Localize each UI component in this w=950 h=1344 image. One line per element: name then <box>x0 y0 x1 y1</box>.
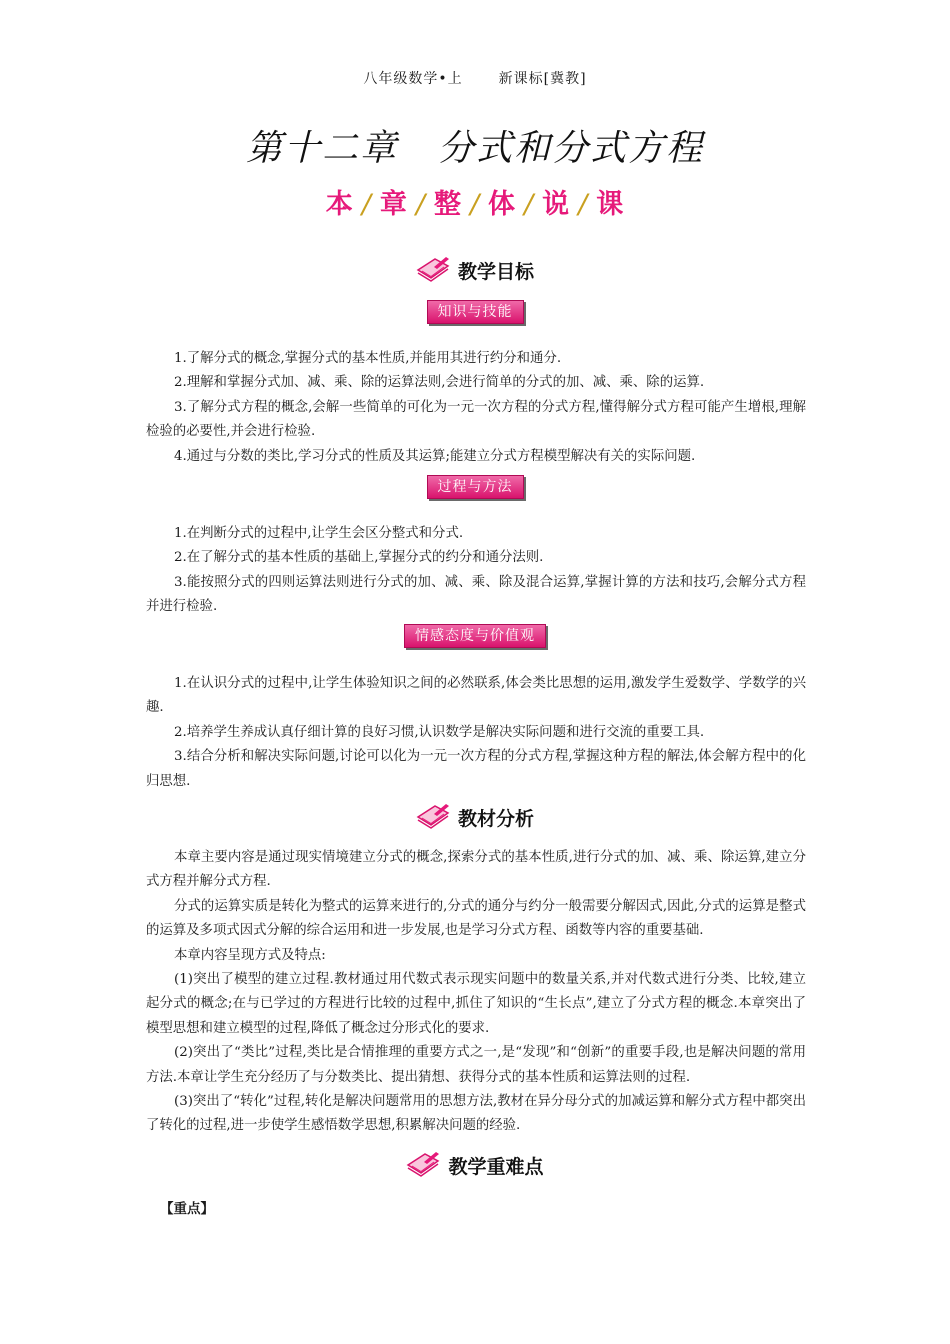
list-item: 2.理解和掌握分式加、减、乘、除的运算法则,会进行简单的分式的加、减、乘、除的运算. <box>174 375 705 391</box>
knowledge-list <box>146 347 806 469</box>
paragraph: (1)突出了模型的建立过程.教材通过用代数式表示现实问题中的数量关系,并对代数式进行分类、比较,建立起分式的概念;在与已学过的方程进行比较的过程中,抓住了知识的“生长点”,建立了分式方程的概念.本章突出了模型思想和建立模型的过程,降低了概念过分形式化的要求. <box>146 972 806 1036</box>
section-title: 教材分析 <box>457 807 534 830</box>
subtitle-separator: / <box>469 189 481 220</box>
subtitle-char: 本 <box>325 189 354 220</box>
list-item: 3.了解分式方程的概念,会解一些简单的可化为一元一次方程的分式方程,懂得解分式方程可能产生增根,理解检验的必要性,并会进行检验. <box>146 399 806 440</box>
list-item: 1.在认识分式的过程中,让学生体验知识之间的必然联系,体会类比思想的运用,激发学生爱数学、学数学的兴趣. <box>146 676 806 716</box>
list-item: 2.在了解分式的基本性质的基础上,掌握分式的约分和通分法则. <box>174 550 544 566</box>
subtitle-separator: / <box>578 189 589 220</box>
section-heading-difficulty <box>0 1151 950 1179</box>
subtitle-separator: / <box>415 189 426 220</box>
list-item: 1.了解分式的概念,掌握分式的基本性质,并能用其进行约分和通分. <box>174 351 562 366</box>
section-title: 教学目标 <box>457 260 534 283</box>
analysis-text <box>146 846 806 1139</box>
subtitle-char: 整 <box>433 189 462 220</box>
paragraph: (3)突出了“转化”过程,转化是解决问题常用的思想方法,教材在异分母分式的加减运算和解分式方程中都突出了转化的过程,进一步使学生感悟数学思想,积累解决问题的经验. <box>146 1094 806 1134</box>
paragraph: (2)突出了“类比”过程,类比是合情推理的重要方式之一,是“发现”和“创新”的重要手段,也是解决问题的常用方法.本章让学生充分经历了与分数类比、提出猜想、获得分式的基本性质和运算法则的过程. <box>146 1045 806 1085</box>
list-item: 1.在判断分式的过程中,让学生会区分整式和分式. <box>174 526 464 541</box>
badge-knowledge: 知识与技能 <box>427 300 524 324</box>
chapter-number: 第十二章 <box>245 128 398 169</box>
list-item: 3.能按照分式的四则运算法则进行分式的加、减、乘、除及混合运算,掌握计算的方法和技巧,会解分式方程并进行检验. <box>146 574 806 615</box>
badge-process-wrap <box>0 475 950 499</box>
subtitle-char: 说 <box>542 189 571 220</box>
paragraph: 分式的运算实质是转化为整式的运算来进行的,分式的通分与约分一般需要分解因式,因此,分式的运算是整式的运算及多项式因式分解的综合运用和进一步发展,也是学习分式方程、函数等内容的重要基础. <box>146 898 806 939</box>
list-item: 4.通过与分数的类比,学习分式的性质及其运算;能建立分式方程模型解决有关的实际问题. <box>174 448 696 464</box>
subtitle-separator: / <box>524 189 535 220</box>
attitude-list <box>146 672 806 794</box>
process-list <box>146 522 806 620</box>
book-pen-icon <box>406 1151 440 1179</box>
book-pen-icon <box>416 256 450 284</box>
chapter-title <box>0 120 950 171</box>
paragraph: 本章主要内容是通过现实情境建立分式的概念,探索分式的基本性质,进行分式的加、减、乘、除运算,建立分式方程并解分式方程. <box>146 850 806 890</box>
subtitle-char: 章 <box>379 189 408 220</box>
section-heading-analysis <box>0 803 950 831</box>
list-item: 3.结合分析和解决实际问题,讨论可以化为一元一次方程的分式方程,掌握这种方程的解法,体会解方程中的化归思想. <box>146 749 806 789</box>
key-point-label: 【重点】 <box>160 1201 214 1217</box>
badge-process: 过程与方法 <box>427 475 524 499</box>
badge-attitude: 情感态度与价值观 <box>404 624 546 648</box>
edition-label: 新课标[冀教] <box>498 71 587 87</box>
subtitle-separator: / <box>361 189 372 220</box>
running-header <box>0 68 950 88</box>
chapter-name: 分式和分式方程 <box>438 128 705 169</box>
chapter-subtitle <box>0 182 950 221</box>
subtitle-char: 体 <box>488 189 517 220</box>
subtitle-char: 课 <box>596 189 625 220</box>
grade-label: 八年级数学•上 <box>363 71 463 87</box>
book-pen-icon <box>416 803 450 831</box>
badge-knowledge-wrap <box>0 300 950 324</box>
paragraph: 本章内容呈现方式及特点: <box>174 947 326 963</box>
list-item: 2.培养学生养成认真仔细计算的良好习惯,认识数学是解决实际问题和进行交流的重要工具. <box>174 724 705 740</box>
badge-attitude-wrap <box>0 624 950 648</box>
section-title: 教学重难点 <box>448 1155 544 1178</box>
section-heading-goals <box>0 256 950 284</box>
